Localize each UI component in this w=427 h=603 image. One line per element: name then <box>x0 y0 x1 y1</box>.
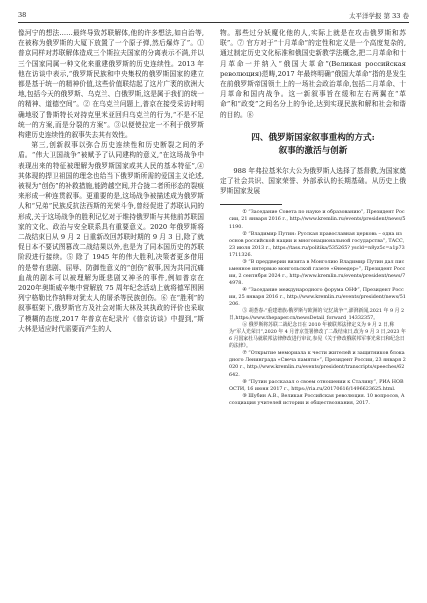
page-number: 38 <box>18 11 27 19</box>
left-column <box>18 28 204 603</box>
body-paragraph: 物。那些过分妖魔化他的人,实际上就是在攻击俄罗斯和苏联”。⑦ 官方对于“十月革命”的定性和定义是一个高度复杂的,通过制定历史文化标准和俄国史新教学法概念,把二月革命和十月革命一并纳入“俄国大革命”(Великая российская революция)范畴,2017 年最终明确“俄国大革命”指的是发生在前俄罗斯帝国领土上的一场社会政治革命,包括二月革命、十月革命和国内战争。这一新叙事旨在缓和左右两翼在“革命”和“政变”之间名分上的争论,达到实现民族和解和社会和谐的目的。⑧ <box>220 29 406 119</box>
journal-title: 太平洋学报 第 33 卷 <box>349 12 409 20</box>
footnote: ⑥ 俄罗斯将苏联二战纪念日在 2010 年被联邦法律定义为 9 月 2 日,称为“军人光荣日”,2020 年 4 月普京签署修改了二战结束日,改为 9 月 3 日,2023 年 6 月国家杜马就联邦法律修改进行审议,参见《关于修改俄联邦军事光荣日和纪念日的法律》。 <box>229 322 406 350</box>
footnote: ⑨ Шубин А.В., Великая Российская революция. 10 вопросов, Ассоциация учителей истории и обществознания, 2017. <box>229 392 405 406</box>
footnotes <box>220 209 406 406</box>
footnote: ⑧ “Путин рассказал о своем отношении к Сталину”, РИА НОВОСТИ, 16 июня 2017 г., https://ria.ru/20170616/1496623625.html. <box>229 378 404 392</box>
body-paragraph: 像河宁的想法……最终导致苏联解体,他的许多想法,如自治等,在被称为俄罗斯的大厦下放置了一个原子弹,然后爆炸了”。① 普京同样对苏联解体造成三个斯拉夫国家的分离表示不满,并以三个国家同属一种文化来重建俄罗斯的历史连续性。2013 年他在访谈中表示,“俄罗斯民族和中央集权的俄罗斯国家的建立都是基于统一的精神价值,这些价值联结起了这片广袤的欧洲大地,包括今天的俄罗斯、乌克兰、白俄罗斯,这是属于我们的统一的精神、道德空间”。② 在乌克兰问题上,普京在接受采访时明确地驳了鲁斯特长对持克里米亚回归乌克兰的行为,“不是不足统一的方案,而是分裂的方案”。③以便使拉定一不利于俄罗斯构建历史连续性的叙事失去其有效性。 <box>18 29 204 140</box>
footnote: ③ “В преддверии визита в Монголию Владимир Путин дал письменное интервью монгольской газете «Өнөөдөр»”, Президент России, 2 сентября 2024 г., http://www.kremlin.ru/events/president/news/74978. <box>229 258 406 286</box>
footnote: ⑤ 胡荟春:“重建谱族:俄罗斯与欧洲的‘记忆战争’”,澎湃新闻,2021 年 9 月 2 日,https://www.thepaper.cn/newsDetail_forward_14332357。 <box>229 308 405 322</box>
footnote-rule <box>220 204 282 205</box>
body-paragraph: 第三,创新叙事以弥合历史连续性和历史断裂之间的矛盾。“伟大卫国战争”被赋予了认同建构的意义,“在这场战争中表现出来的特征被理解为俄罗斯国家或其人民的基本特征”,④ 其体现的捍卫祖国的理念也给当下俄罗斯所需的爱国主义论述,被视为“创伤”的补救措施,能跨越空间,并合拢二者所形态的裂痕来形成一种连贯叙事。更重要的是,这场战争被描述成为俄罗斯人和“兄弟”民族反抗法西斯的光荣斗争,曾经促进了苏联认同的形成,关于这场战争的胜利记忆对于维持俄罗斯与其他前苏联国家的文化、政治与安全联系具有重要意义。2020 年俄罗斯将二战结束日从 9 月 2 日重新改回苏联时期的 9 月 3 日,除了就促日本不要试图篡改二战结果以外,也是为了同本国历史的苏联阶段进行接续。⑤ 除了 1945 年的伟大胜利,决策者更多借用的是带有悲剧、屈辱、防御性意义的“创伤”叙事,因为共同沉痛血战的剧本可以被理解为既悲剧又神圣的事件,例如普京在 2020年奥斯威辛集中营解放 75 周年纪念活动上就将德军围困列宁格勒比作纳粹对犹太人的屠杀等民族创伤。⑥ 在“胜利”的叙事框架下,俄罗斯官方及社会对斯大林及其执政的评价也采取了模糊的态度,2017 年普京在纪录片《普京访谈》中提到,“斯大林是适应时代需要而产生的人 <box>18 141 204 333</box>
right-column <box>220 28 406 603</box>
section-subheading: 叙事的激活与创新 <box>278 145 348 156</box>
footnote: ⑦ “Открытие мемориала к чести жителей и защитников блокадного Ленинграда «Свеча памяти»”, Президент России, 23 января 2020 г., http://www.kremlin.ru/events/president/transcripts/speeches/62642. <box>229 350 406 378</box>
footnote: ① “Заседание Совета по науке и образованию”, Президент России, 21 января 2016 г., http://www.kremlin.ru/events/president/news/51190. <box>229 209 406 230</box>
section-heading: 四、俄罗斯国家叙事重构的方式: <box>251 132 375 143</box>
footnote: ② “Владимир Путин: Русская православная церковь – одна из основ российской нации и многонациональной государства”, ТАСС, 23 июля 2013 г., https://tass.ru/politika/535265? yscld=n8yz5c=a1p731711326. <box>229 230 405 258</box>
footnote: ④ “Заседание международного форума ОНФ”, Президент России, 25 января 2016 г., http://www.kremlin.ru/events/president/news/51206. <box>229 286 406 308</box>
page-header <box>18 9 409 21</box>
header-rule <box>18 22 409 23</box>
body-paragraph: 988 年弗拉基米尔大公为俄罗斯人选择了基督教,为国家奠定了社会共识、国家荣誉、外部承认的长期基础。从历史上俄罗斯国家发展 <box>220 166 406 196</box>
